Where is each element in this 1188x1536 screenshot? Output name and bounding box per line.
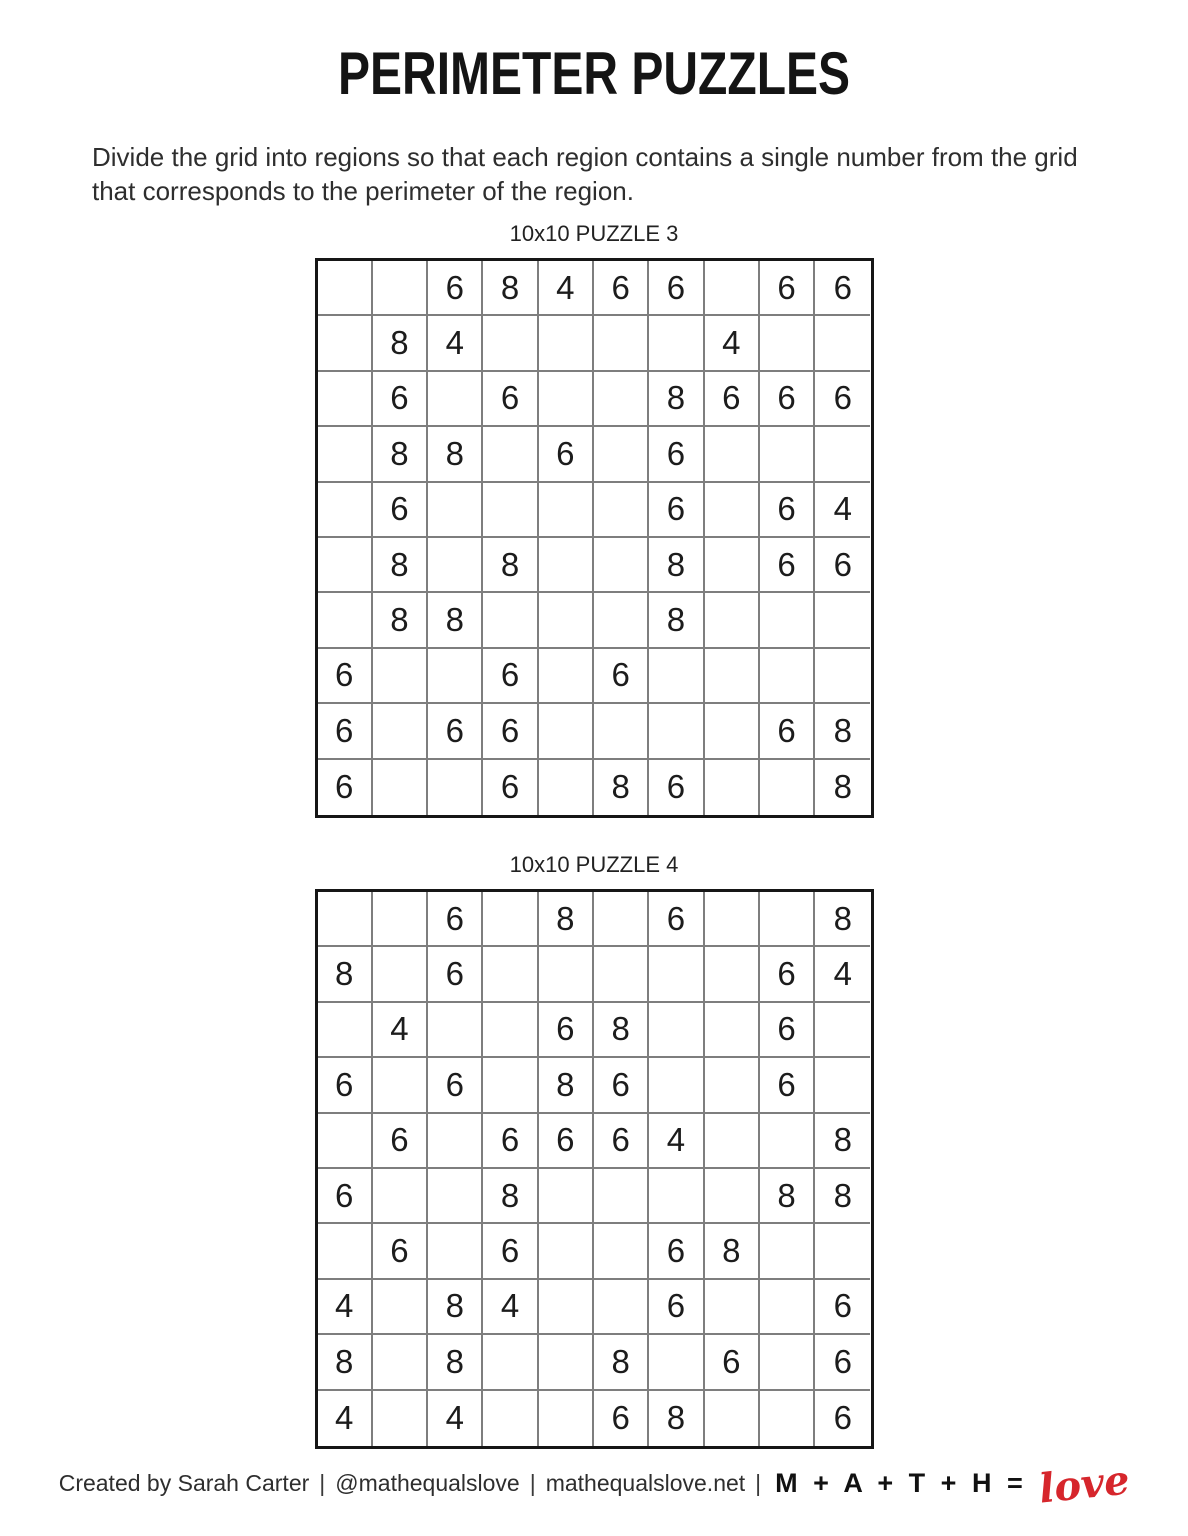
grid-cell (649, 1335, 704, 1390)
grid-cell (373, 1058, 428, 1113)
grid-cell: 6 (594, 1114, 649, 1169)
grid-cell (760, 760, 815, 815)
grid-cell: 6 (760, 1058, 815, 1113)
grid-cell (539, 1280, 594, 1335)
grid-cell: 6 (594, 649, 649, 704)
grid-cell: 6 (483, 372, 538, 427)
grid-cell: 6 (428, 261, 483, 316)
grid-cell: 4 (815, 483, 870, 538)
grid-cell: 8 (318, 1335, 373, 1390)
grid-cell (539, 1169, 594, 1224)
grid-cell (594, 947, 649, 1002)
grid-cell: 8 (428, 427, 483, 482)
grid-cell: 8 (594, 1003, 649, 1058)
grid-cell (649, 1058, 704, 1113)
grid-cell: 4 (428, 1391, 483, 1446)
grid-cell (318, 372, 373, 427)
grid-cell (373, 947, 428, 1002)
grid-cell (428, 649, 483, 704)
grid-cell: 4 (483, 1280, 538, 1335)
grid-cell: 8 (373, 538, 428, 593)
grid-cell: 6 (760, 483, 815, 538)
grid-cell (483, 892, 538, 947)
grid-cell: 6 (760, 704, 815, 759)
grid-cell (428, 1114, 483, 1169)
grid-cell: 6 (594, 1391, 649, 1446)
grid-cell: 6 (318, 1169, 373, 1224)
grid-cell (318, 261, 373, 316)
grid-cell: 6 (483, 1224, 538, 1279)
grid-cell (483, 947, 538, 1002)
grid-cell (815, 593, 870, 648)
grid-cell: 4 (318, 1391, 373, 1446)
grid-cell (483, 1335, 538, 1390)
grid-cell (373, 892, 428, 947)
grid-cell (649, 1003, 704, 1058)
grid-cell (760, 892, 815, 947)
grid-cell (705, 483, 760, 538)
grid-cell: 6 (428, 1058, 483, 1113)
grid-cell: 4 (705, 316, 760, 371)
grid-cell (539, 316, 594, 371)
puzzle-section-3 (0, 221, 1188, 818)
grid-cell: 6 (649, 261, 704, 316)
grid-cell (428, 1224, 483, 1279)
grid-cell (373, 760, 428, 815)
grid-cell: 8 (833, 768, 853, 806)
grid-cell: 6 (649, 427, 704, 482)
grid-cell: 6 (539, 1003, 594, 1058)
page-title-text: PERIMETER PUZZLES (337, 40, 851, 107)
grid-cell: 6 (705, 1335, 760, 1390)
instructions (92, 140, 1102, 208)
grid-cell: 8 (483, 261, 538, 316)
grid-cell (815, 649, 870, 704)
grid-cell: 6 (649, 483, 704, 538)
page-title (0, 0, 1188, 128)
puzzle-label: 10x10 PUZZLE 4 (509, 852, 679, 877)
grid-cell (760, 1114, 815, 1169)
grid-cell (373, 704, 428, 759)
puzzle-label: 10x10 PUZZLE 3 (509, 221, 679, 246)
grid-cell (594, 1280, 649, 1335)
grid-cell (428, 1169, 483, 1224)
love-script-logo: love (1036, 1456, 1132, 1513)
grid-cell: 6 (649, 1224, 704, 1279)
grid-cell (428, 372, 483, 427)
grid-cell: 8 (649, 1391, 704, 1446)
grid-cell (483, 1391, 538, 1446)
grid-cell: 4 (428, 316, 483, 371)
grid-cell (594, 892, 649, 947)
grid-cell: 8 (649, 372, 704, 427)
grid-cell (815, 427, 870, 482)
grid-cell: 6 (760, 372, 815, 427)
grid-cell: 6 (373, 483, 428, 538)
grid-cell (705, 261, 760, 316)
grid-cell (760, 649, 815, 704)
footer-separator: | (529, 1469, 536, 1496)
grid-cell: 6 (760, 947, 815, 1002)
grid-cell (649, 704, 704, 759)
grid-cell: 8 (428, 593, 483, 648)
grid-cell (373, 261, 428, 316)
grid-cell: 6 (760, 538, 815, 593)
grid-cell: 8 (373, 593, 428, 648)
grid-cell: 6 (373, 372, 428, 427)
grid-cell (705, 704, 760, 759)
grid-cell: 6 (649, 892, 704, 947)
grid-cell: 8 (483, 1169, 538, 1224)
grid-cell (705, 892, 760, 947)
grid-cell: 6 (483, 649, 538, 704)
grid-cell (318, 1224, 373, 1279)
grid-cell (594, 483, 649, 538)
grid-cell (428, 538, 483, 593)
grid-cell (760, 427, 815, 482)
grid-cell (815, 1224, 870, 1279)
grid-cell: 4 (373, 1003, 428, 1058)
grid-cell (373, 1280, 428, 1335)
grid-cell: 6 (373, 1224, 428, 1279)
grid-cell (318, 427, 373, 482)
grid-cell: 4 (815, 947, 870, 1002)
grid-cell (539, 704, 594, 759)
grid-cell (705, 1169, 760, 1224)
grid-cell (318, 538, 373, 593)
grid-cell (483, 593, 538, 648)
grid-cell (318, 593, 373, 648)
grid-cell: 8 (428, 1280, 483, 1335)
grid-cell (539, 593, 594, 648)
grid-cell: 6 (649, 760, 704, 815)
grid-cell: 6 (539, 1114, 594, 1169)
grid-cell (539, 483, 594, 538)
grid-cell (760, 316, 815, 371)
grid-cell: 6 (833, 1399, 853, 1437)
grid-cell: 8 (815, 1169, 870, 1224)
puzzle-section-4 (0, 852, 1188, 1449)
grid-cell (539, 649, 594, 704)
grid-cell: 6 (428, 947, 483, 1002)
instructions-line-2: that corresponds to the perimeter of the region. (92, 176, 634, 206)
grid-cell: 6 (594, 1058, 649, 1113)
grid-cell (594, 427, 649, 482)
grid-cell (318, 483, 373, 538)
grid-cell (705, 427, 760, 482)
grid-cell: 6 (483, 704, 538, 759)
grid-cell (705, 1391, 760, 1446)
grid-cell (705, 649, 760, 704)
grid-cell: 6 (428, 704, 483, 759)
grid-cell (705, 1058, 760, 1113)
grid-cell (539, 1224, 594, 1279)
grid-cell: 8 (483, 538, 538, 593)
grid-cell (815, 1003, 870, 1058)
grid-cell (318, 316, 373, 371)
grid-cell (705, 760, 760, 815)
grid-cell: 6 (373, 1114, 428, 1169)
grid-cell: 8 (815, 1114, 870, 1169)
grid-cell (594, 1224, 649, 1279)
puzzle-grid (315, 258, 874, 818)
grid-cell (594, 1169, 649, 1224)
grid-cell: 8 (539, 1058, 594, 1113)
grid-cell (428, 760, 483, 815)
grid-cell (705, 1003, 760, 1058)
grid-cell (539, 1391, 594, 1446)
grid-cell: 6 (649, 1280, 704, 1335)
grid-cell (318, 1003, 373, 1058)
grid-cell (483, 316, 538, 371)
grid-cell: 6 (318, 1058, 373, 1113)
grid-cell: 6 (594, 261, 649, 316)
grid-cell: 8 (318, 947, 373, 1002)
grid-cell: 6 (815, 538, 870, 593)
grid-cell (483, 483, 538, 538)
grid-cell (428, 1003, 483, 1058)
grid-cell (815, 316, 870, 371)
grid-cell: 6 (483, 760, 538, 815)
footer-handle: @mathequalslove (335, 1469, 520, 1496)
grid-cell (649, 316, 704, 371)
grid-cell (705, 1114, 760, 1169)
footer-separator: | (755, 1469, 762, 1496)
math-equals-love-logo: M + A + T + H = (775, 1467, 1027, 1498)
grid-cell: 8 (373, 316, 428, 371)
grid-cell (373, 1335, 428, 1390)
grid-cell (815, 1058, 870, 1113)
grid-cell: 4 (539, 261, 594, 316)
instructions-line-1: Divide the grid into regions so that each region contains a single number from the grid (92, 142, 1078, 172)
grid-cell (760, 1280, 815, 1335)
grid-cell: 6 (428, 892, 483, 947)
footer (0, 1456, 1188, 1513)
grid-cell (705, 1280, 760, 1335)
grid-cell (483, 427, 538, 482)
grid-cell (373, 649, 428, 704)
grid-cell: 6 (539, 427, 594, 482)
grid-cell (760, 593, 815, 648)
footer-credit: Created by Sarah Carter (58, 1469, 310, 1496)
grid-cell: 8 (760, 1169, 815, 1224)
grid-cell: 4 (649, 1114, 704, 1169)
grid-cell (373, 1169, 428, 1224)
grid-cell (594, 704, 649, 759)
grid-cell (483, 1003, 538, 1058)
grid-cell: 8 (373, 427, 428, 482)
grid-cell (649, 649, 704, 704)
grid-cell (428, 483, 483, 538)
grid-cell (539, 1335, 594, 1390)
grid-cell: 8 (649, 538, 704, 593)
grid-cell (594, 372, 649, 427)
grid-cell: 8 (428, 1335, 483, 1390)
grid-cell: 6 (815, 1335, 870, 1390)
grid-cell (760, 1391, 815, 1446)
grid-cell: 6 (483, 1114, 538, 1169)
grid-cell (483, 1058, 538, 1113)
grid-cell: 6 (760, 1003, 815, 1058)
grid-cell (705, 593, 760, 648)
grid-cell: 6 (318, 649, 373, 704)
grid-cell: 6 (760, 261, 815, 316)
grid-cell: 8 (815, 704, 870, 759)
grid-cell: 8 (539, 892, 594, 947)
grid-cell (594, 538, 649, 593)
grid-cell: 8 (705, 1224, 760, 1279)
grid-cell: 8 (649, 593, 704, 648)
grid-cell (760, 1335, 815, 1390)
grid-cell: 4 (318, 1280, 373, 1335)
grid-cell (318, 1114, 373, 1169)
grid-cell (539, 760, 594, 815)
footer-website: mathequalslove.net (545, 1469, 746, 1496)
grid-cell: 6 (705, 372, 760, 427)
grid-cell (539, 947, 594, 1002)
grid-cell (705, 947, 760, 1002)
grid-cell: 6 (815, 261, 870, 316)
grid-cell (649, 947, 704, 1002)
grid-cell (539, 372, 594, 427)
grid-cell: 8 (594, 1335, 649, 1390)
grid-cell: 6 (815, 1280, 870, 1335)
grid-cell (594, 593, 649, 648)
grid-cell (594, 316, 649, 371)
puzzle-grid (315, 889, 874, 1449)
grid-cell (318, 892, 373, 947)
grid-cell: 6 (815, 372, 870, 427)
grid-cell: 6 (318, 760, 373, 815)
grid-cell (649, 1169, 704, 1224)
grid-cell: 8 (594, 760, 649, 815)
grid-cell (373, 1391, 428, 1446)
grid-cell: 6 (318, 704, 373, 759)
grid-cell (760, 1224, 815, 1279)
grid-cell (539, 538, 594, 593)
grid-cell (705, 538, 760, 593)
footer-separator: | (319, 1469, 326, 1496)
grid-cell: 8 (815, 892, 870, 947)
